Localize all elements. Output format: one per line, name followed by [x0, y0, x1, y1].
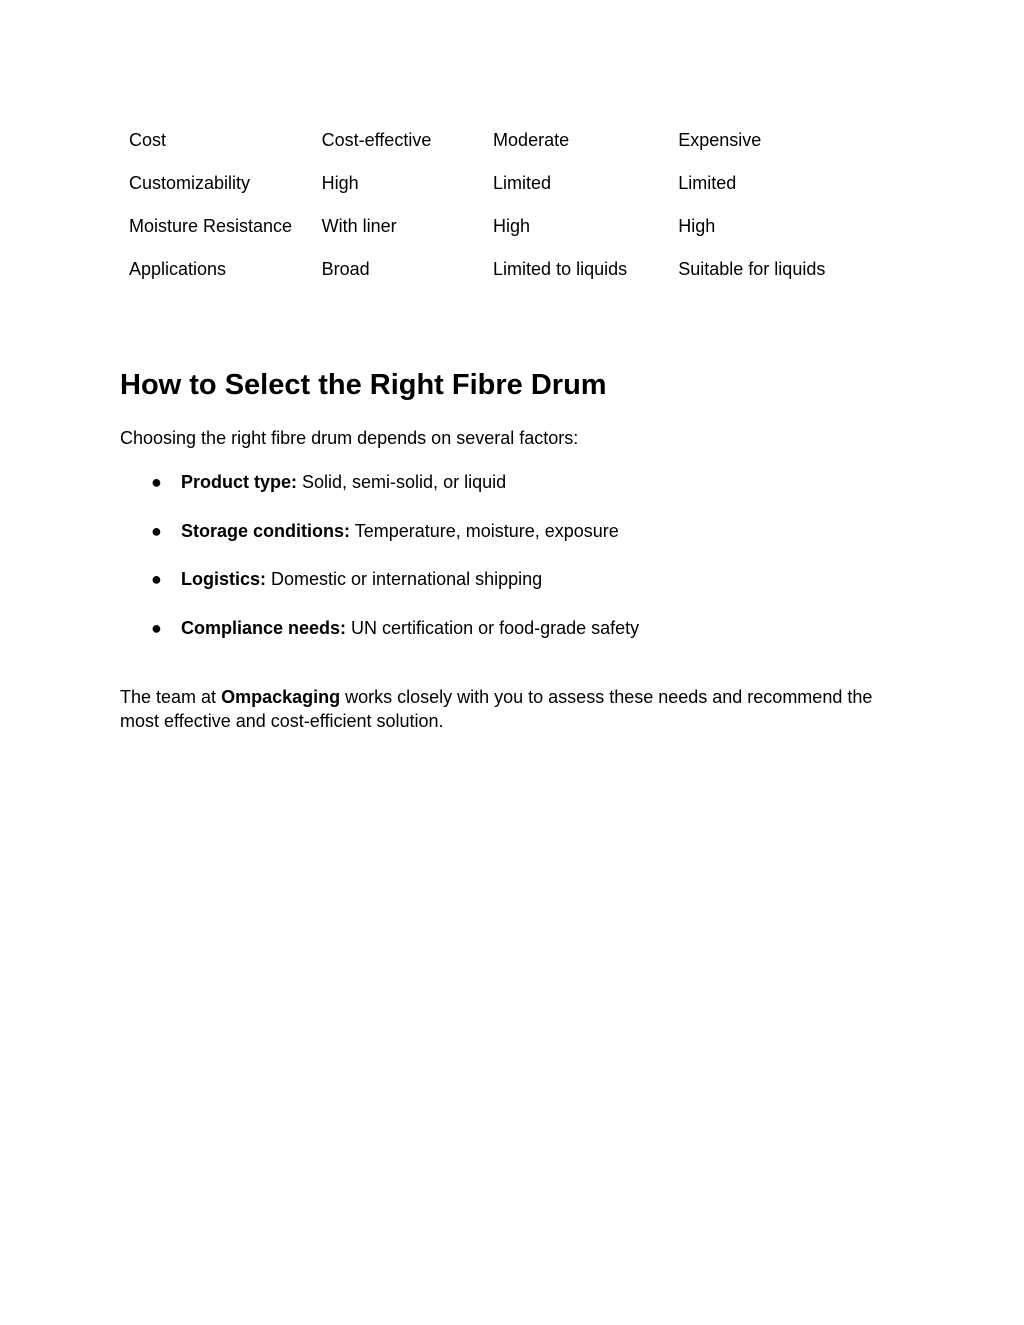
table-cell: Broad	[321, 259, 370, 279]
table-cell: With liner	[321, 216, 397, 236]
list-item-label: Compliance needs:	[181, 617, 347, 638]
table-row	[120, 214, 900, 257]
table-row	[120, 257, 900, 300]
table-cell: Limited	[493, 173, 552, 193]
table-cell: Limited to liquids	[493, 259, 628, 279]
table-cell: High	[678, 216, 716, 236]
bullet-icon: ●	[151, 617, 162, 638]
list-item-text: Solid, semi-solid, or liquid	[297, 472, 507, 492]
factors-list	[120, 470, 639, 664]
bullet-icon: ●	[151, 520, 162, 541]
list-item-text: Temperature, moisture, exposure	[350, 520, 619, 541]
table-cell: Limited	[678, 173, 737, 193]
list-item-text: UN certification or food-grade safety	[346, 617, 640, 638]
list-item	[120, 470, 639, 494]
table-cell: Cost	[129, 130, 167, 150]
bullet-icon: ●	[151, 569, 162, 589]
bullet-icon: ●	[151, 472, 162, 492]
table-cell: Customizability	[129, 173, 251, 193]
list-item-label: Product type:	[181, 472, 298, 492]
table-cell: Moisture Resistance	[129, 216, 293, 236]
brand-name: Ompackaging	[221, 687, 341, 707]
list-item	[120, 519, 639, 543]
intro-paragraph: Choosing the right fibre drum depends on several factors:	[120, 428, 579, 448]
section-heading: How to Select the Right Fibre Drum	[120, 369, 607, 401]
closing-text-after: works closely with you to assess these needs and recommend the most effective and cost-efficient solution.	[120, 687, 873, 731]
table-cell: High	[321, 173, 359, 193]
list-item-text: Domestic or international shipping	[266, 569, 543, 589]
table-cell: Applications	[129, 259, 227, 279]
list-item	[120, 616, 639, 640]
table-cell: Cost-effective	[321, 130, 432, 150]
list-item-label: Storage conditions:	[181, 520, 351, 541]
table-cell: Moderate	[493, 130, 570, 150]
list-item-label: Logistics:	[181, 569, 267, 589]
closing-text-before: The team at	[120, 687, 222, 707]
table-cell: High	[493, 216, 531, 236]
list-item	[120, 567, 639, 591]
table-cell: Suitable for liquids	[678, 259, 826, 279]
table-row	[120, 171, 900, 214]
closing-paragraph	[120, 685, 910, 733]
comparison-table	[120, 128, 900, 300]
table-row	[120, 128, 900, 171]
table-cell: Expensive	[678, 130, 762, 150]
